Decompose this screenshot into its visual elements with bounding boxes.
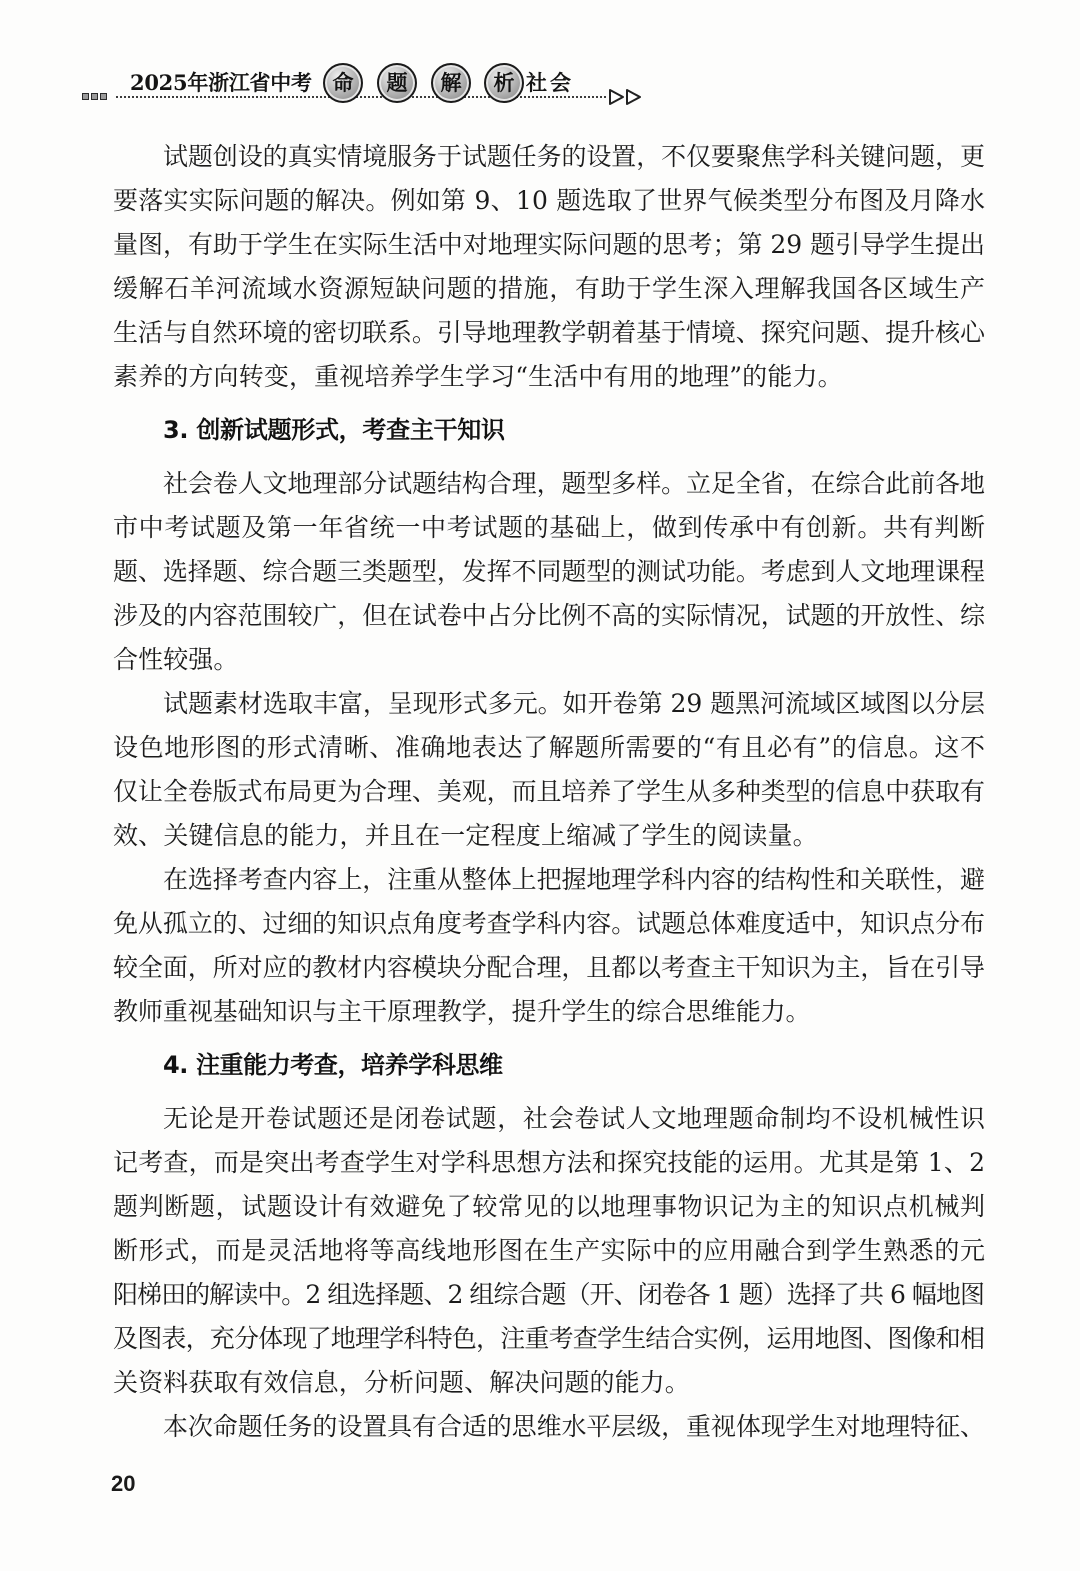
text-line: 素养的方向转变，重视培养学生学习“生活中有用的地理”的能力。 (113, 362, 843, 391)
section-heading-4: 4. 注重能力考查，培养学科思维 (163, 1051, 503, 1079)
text-line: 断形式，而是灵活地将等高线地形图在生产实际中的应用融合到学生熟悉的元 (113, 1236, 986, 1265)
text-line: 要落实实际问题的解决。例如第 9、10 题选取了世界气候类型分布图及月降水 (113, 186, 986, 215)
text-line: 较全面，所对应的教材内容模块分配合理，且都以考查主干知识为主，旨在引导 (113, 953, 985, 982)
double-triangle-right-icon (608, 88, 644, 106)
page-number: 20 (111, 1471, 136, 1496)
text-line: 缓解石羊河流域水资源短缺问题的措施，有助于学生深入理解我国各区域生产 (113, 274, 986, 303)
text-line: 设色地形图的形式清晰、准确地表达了解题所需要的“有且必有”的信息。这不 (113, 733, 986, 762)
paragraph (113, 858, 985, 1034)
text-line: 关资料获取有效信息，分析问题、解决问题的能力。 (113, 1368, 690, 1397)
title-badge-char: 题 (377, 63, 417, 103)
subject-label: 社会 (526, 71, 574, 95)
text-line: 社会卷人文地理部分试题结构合理，题型多样。立足全省，在综合此前各地 (163, 469, 985, 498)
text-line: 涉及的内容范围较广，但在试卷中占分比例不高的实际情况，试题的开放性、综 (113, 601, 985, 630)
text-line: 合性较强。 (113, 645, 239, 674)
text-line: 生活与自然环境的密切联系。引导地理教学朝着基于情境、探究问题、提升核心 (113, 318, 985, 347)
text-line: 题判断题，试题设计有效避免了较常见的以地理事物识记为主的知识点机械判 (113, 1192, 986, 1221)
text-line: 仅让全卷版式布局更为合理、美观，而且培养了学生从多种类型的信息中获取有 (113, 777, 985, 806)
paragraph (113, 1097, 985, 1405)
book-title: 2025年浙江省中考 (130, 70, 312, 95)
text-line: 本次命题任务的设置具有合适的思维水平层级，重视体现学生对地理特征、 (163, 1412, 985, 1441)
text-line: 及图表，充分体现了地理学科特色，注重考查学生结合实例，运用地图、图像和相 (113, 1324, 985, 1353)
body-text (113, 135, 985, 1449)
title-badge-char: 析 (484, 63, 524, 103)
text-line: 免从孤立的、过细的知识点角度考查学科内容。试题总体难度适中，知识点分布 (113, 909, 985, 938)
text-line: 题、选择题、综合题三类题型，发挥不同题型的测试功能。考虑到人文地理课程 (113, 557, 985, 586)
text-line: 量图，有助于学生在实际生活中对地理实际问题的思考；第 29 题引导学生提出 (113, 230, 985, 259)
text-line: 记考查，而是突出考查学生对学科思想方法和探究技能的运用。尤其是第 1、2 (113, 1148, 986, 1177)
text-line: 无论是开卷试题还是闭卷试题，社会卷试人文地理题命制均不设机械性识 (163, 1104, 986, 1133)
text-line: 市中考试题及第一年省统一中考试题的基础上，做到传承中有创新。共有判断 (113, 513, 986, 542)
text-line: 阳梯田的解读中。2 组选择题、2 组综合题（开、闭卷各 1 题）选择了共 6 幅地图 (113, 1280, 985, 1309)
section-heading-3: 3. 创新试题形式，考查主干知识 (163, 416, 505, 444)
paragraph (113, 1405, 985, 1449)
text-line: 在选择考查内容上，注重从整体上把握地理学科内容的结构性和关联性，避 (163, 865, 985, 894)
text-line: 试题素材选取丰富，呈现形式多元。如开卷第 29 题黑河流域区域图以分层 (163, 689, 985, 718)
text-line: 效、关键信息的能力，并且在一定程度上缩减了学生的阅读量。 (113, 821, 818, 850)
text-line: 试题创设的真实情境服务于试题任务的设置，不仅要聚焦学科关键问题，更 (163, 142, 985, 171)
paragraph (113, 135, 985, 399)
title-badge-char: 解 (431, 63, 471, 103)
paragraph (113, 682, 985, 858)
paragraph (113, 462, 985, 682)
title-badge-char: 命 (323, 63, 363, 103)
small-squares-icon (82, 93, 107, 100)
text-line: 教师重视基础知识与主干原理教学，提升学生的综合思维能力。 (113, 997, 811, 1026)
